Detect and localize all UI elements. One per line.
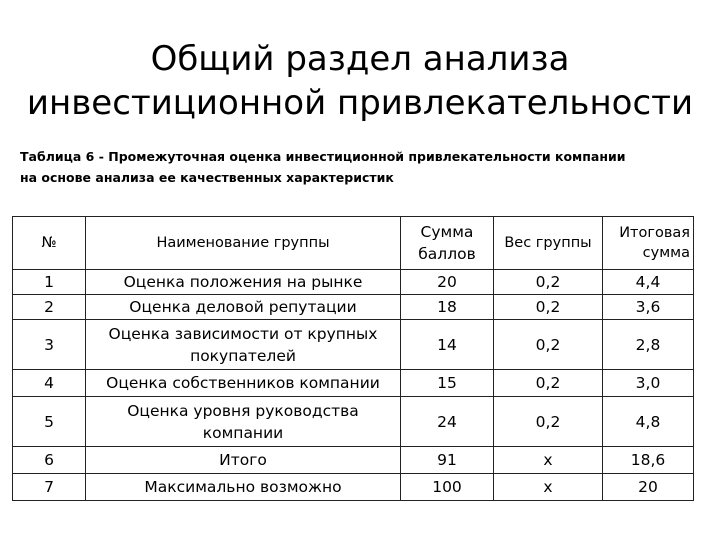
- header-total-sum: Итоговая сумма: [603, 217, 694, 270]
- row-weight: х: [494, 447, 603, 474]
- row-score: 18: [401, 295, 494, 320]
- row-weight: 0,2: [494, 397, 603, 447]
- table-row: [13, 320, 694, 370]
- header-num: №: [13, 217, 86, 270]
- table-row: [13, 295, 694, 320]
- row-total: 3,6: [603, 295, 694, 320]
- row-weight: 0,2: [494, 295, 603, 320]
- table-row: [13, 474, 694, 501]
- row-num: 7: [13, 474, 86, 501]
- row-group-name: Оценка деловой репутации: [86, 295, 401, 320]
- row-num: 2: [13, 295, 86, 320]
- table-row: [13, 270, 694, 295]
- row-num: 1: [13, 270, 86, 295]
- table-caption-line-1: Таблица 6 - Промежуточная оценка инвестиционной привлекательности компании: [20, 149, 626, 164]
- row-weight: х: [494, 474, 603, 501]
- row-group-name: Оценка зависимости от крупных покупателей: [86, 320, 401, 370]
- row-group-name: Оценка уровня руководства компании: [86, 397, 401, 447]
- row-num: 3: [13, 320, 86, 370]
- table-row: [13, 447, 694, 474]
- row-weight: 0,2: [494, 320, 603, 370]
- table-header-row: [13, 217, 694, 270]
- row-weight: 0,2: [494, 270, 603, 295]
- row-group-name: Итого: [86, 447, 401, 474]
- row-total: 2,8: [603, 320, 694, 370]
- row-weight: 0,2: [494, 370, 603, 397]
- row-score: 20: [401, 270, 494, 295]
- table-row: [13, 370, 694, 397]
- header-group-name: Наименование группы: [86, 217, 401, 270]
- row-score: 15: [401, 370, 494, 397]
- header-group-weight: Вес группы: [494, 217, 603, 270]
- slide-title: [0, 37, 720, 125]
- assessment-table: [12, 216, 694, 501]
- row-score: 24: [401, 397, 494, 447]
- header-score-sum: Сумма баллов: [401, 217, 494, 270]
- row-score: 100: [401, 474, 494, 501]
- row-group-name: Оценка собственников компании: [86, 370, 401, 397]
- row-total: 20: [603, 474, 694, 501]
- slide-title-line-1: Общий раздел анализа: [150, 38, 570, 79]
- row-score: 91: [401, 447, 494, 474]
- row-num: 4: [13, 370, 86, 397]
- row-total: 4,4: [603, 270, 694, 295]
- row-total: 3,0: [603, 370, 694, 397]
- table-row: [13, 397, 694, 447]
- row-num: 6: [13, 447, 86, 474]
- row-group-name: Оценка положения на рынке: [86, 270, 401, 295]
- row-num: 5: [13, 397, 86, 447]
- table-caption: [20, 146, 700, 188]
- slide-title-line-2: инвестиционной привлекательности: [26, 82, 694, 123]
- row-total: 4,8: [603, 397, 694, 447]
- row-total: 18,6: [603, 447, 694, 474]
- row-group-name: Максимально возможно: [86, 474, 401, 501]
- table-caption-line-2: на основе анализа ее качественных характеристик: [20, 170, 394, 185]
- row-score: 14: [401, 320, 494, 370]
